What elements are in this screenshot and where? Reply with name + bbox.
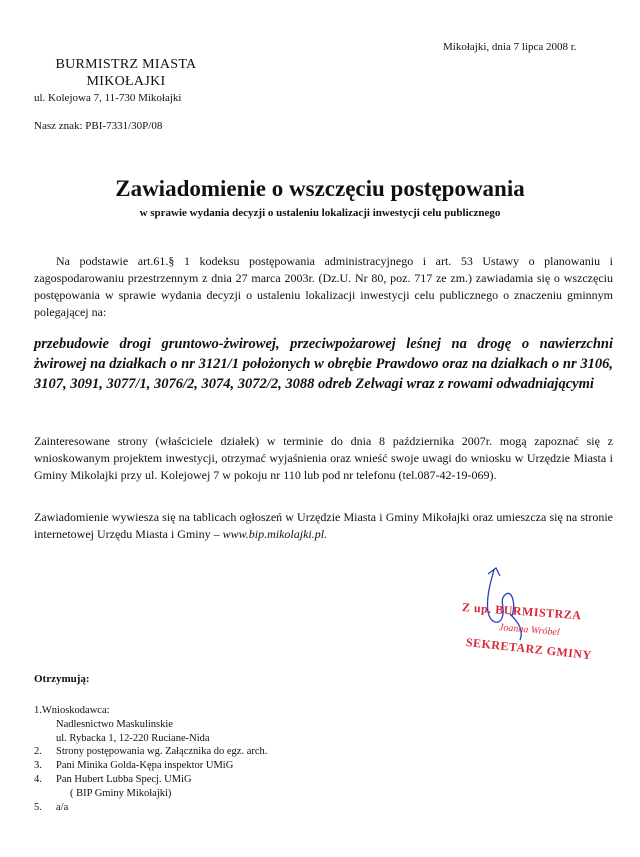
bip-website-link[interactable]: www.bip.mikolajki.pl. xyxy=(222,527,328,541)
publication-text: Zawiadomienie wywiesza się na tablicach ogłoszeń w Urzędzie Miasta i Gminy Mikołajki oraz umieszcza się na stronie internetowej Urzędu Miasta i Gminy – xyxy=(34,510,613,541)
reference-number: Nasz znak: PBI-7331/30P/08 xyxy=(34,120,163,132)
recipient-item xyxy=(34,759,267,773)
document-title: Zawiadomienie o wszczęciu postępowania xyxy=(115,176,525,201)
recipients-list xyxy=(34,704,267,814)
recipient-text: Nadlesnictwo Maskulinskie xyxy=(56,718,173,730)
recipient-number: 2. xyxy=(34,746,42,758)
recipient-text: Wnioskodawca: xyxy=(41,705,110,716)
recipient-text: 1. xyxy=(34,705,42,716)
consultation-paragraph: Zainteresowane strony (właściciele działek) w terminie do dnia 8 października 2007r. mogą zapoznać się z wnioskowanym projektem inwestycji, otrzymać wyjaśnienia oraz wnieść swoje uwagi do wniosku w Urzędzie Miasta i Gminy Mikolajki przy ul. Kolejowej 7 w pokoju nr 110 lub pod nr telefonu (tel.087-42-19-069). xyxy=(34,434,613,482)
recipient-text: Pani Minika Golda-Kępa inspektor UMiG xyxy=(56,760,234,772)
stamp-line2: SEKRETARZ GMINY xyxy=(465,635,593,663)
recipient-item xyxy=(34,745,267,759)
recipient-text: Strony postępowania wg. Załącznika do egz. arch. xyxy=(56,746,268,758)
recipient-text: ( BIP Gminy Mikołajki) xyxy=(70,787,172,799)
document-date: Mikołajki, dnia 7 lipca 2008 r. xyxy=(443,41,577,53)
recipient-item xyxy=(34,801,267,815)
legal-basis-paragraph: Na podstawie art.61.§ 1 kodeksu postępowania administracyjnego i art. 53 Ustawy o planowaniu i zagospodarowaniu przestrzennym z dnia 27 marca 2003r. (Dz.U. Nr 80, poz. 717 ze zm.) zawiadamia się o wszczęciu postępowania w sprawie wydania decyzji o ustaleniu lokalizacji inwestycji celu publicznego o znaczeniu gminnym polegającej na: xyxy=(34,254,613,319)
recipient-item xyxy=(34,732,267,746)
issuer-line1: BURMISTRZ MIASTA xyxy=(55,57,197,72)
investment-description: przebudowie drogi gruntowo-żwirowej, przeciwpożarowej leśnej na drogę o nawierzchni żwirowej na działkach o nr 3121/1 położonych w obrębie Prawdowo oraz na działkach o nr 3106, 3107, 3091, 3077/1, 3076/2, 3074, 3072/2, 3088 odreb Zelwagi wraz z rowami odwadniającymi xyxy=(34,336,613,392)
issuer-name xyxy=(34,56,218,90)
recipient-item xyxy=(34,773,267,787)
recipient-item xyxy=(34,787,267,801)
recipient-item xyxy=(34,718,267,732)
document-subtitle: w sprawie wydania decyzji o ustaleniu lokalizacji inwestycji celu publicznego xyxy=(139,207,501,219)
recipient-text: a/a xyxy=(56,801,69,813)
issuer-address: ul. Kolejowa 7, 11-730 Mikołajki xyxy=(34,92,182,104)
recipient-number: 3. xyxy=(34,760,42,772)
recipient-number: 5. xyxy=(34,801,42,813)
publication-paragraph xyxy=(34,509,613,543)
recipient-text: Pan Hubert Lubba Specj. UMiG xyxy=(56,773,192,785)
recipient-item xyxy=(34,704,267,718)
stamp-line1: Z up. BURMISTRZA xyxy=(461,600,582,623)
recipients-heading: Otrzymują: xyxy=(34,673,90,685)
recipient-number: 4. xyxy=(34,773,42,785)
issuer-line2: MIKOŁAJKI xyxy=(86,74,166,89)
recipient-text: ul. Rybacka 1, 12-220 Ruciane-Nida xyxy=(56,732,210,744)
stamp-signer: Joanna Wróbel xyxy=(498,622,561,639)
